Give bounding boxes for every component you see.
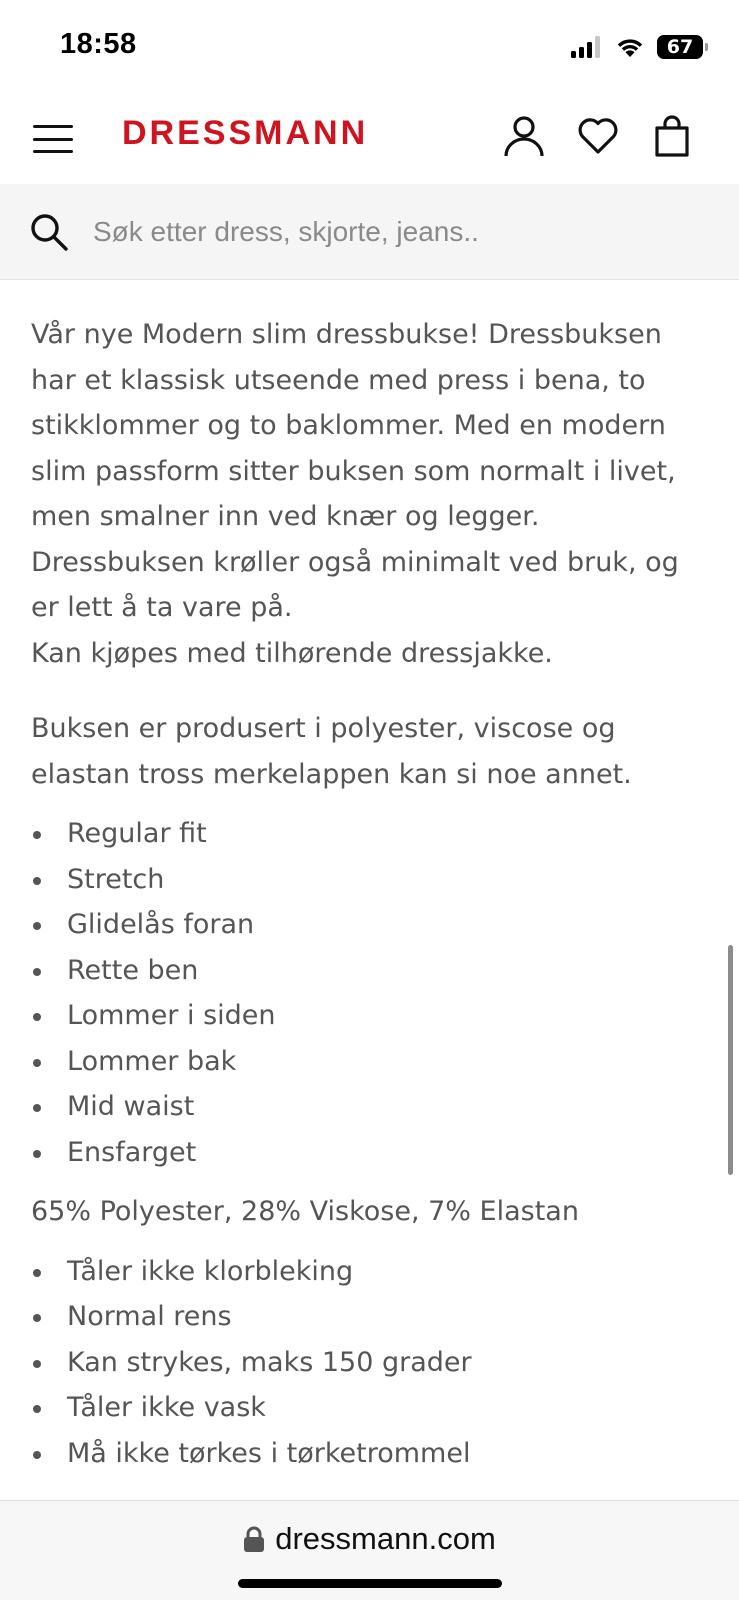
home-indicator[interactable] [238, 1579, 502, 1588]
search-icon[interactable] [29, 212, 69, 252]
description-line: men smalner inn ved knær og legger. [31, 501, 540, 532]
material-line: elastan tross merkelappen kan si noe annet. [31, 758, 632, 790]
description-paragraph [31, 312, 711, 676]
care-list [31, 1249, 711, 1477]
material-line: Buksen er produsert i polyester, viscose og [31, 713, 616, 744]
description-line: stikklommer og to baklommer. Med en modern [31, 410, 666, 441]
material-paragraph [31, 706, 711, 797]
heart-icon[interactable] [574, 112, 622, 160]
cellular-signal-icon [571, 36, 603, 58]
care-item: Tåler ikke klorbleking [31, 1249, 711, 1295]
shopping-bag-icon[interactable] [648, 112, 696, 160]
feature-item: Lommer i siden [31, 993, 711, 1039]
care-item: Kan strykes, maks 150 grader [31, 1340, 711, 1386]
description-line: har et klassisk utseende med press i bena, to [31, 364, 646, 396]
feature-item: Rette ben [31, 948, 711, 994]
description-line: Dressbuksen krøller også minimalt ved bruk, og [31, 546, 679, 578]
description-line: Kan kjøpes med tilhørende dressjakke. [31, 637, 553, 669]
description-line: slim passform sitter buksen som normalt i livet, [31, 455, 676, 487]
battery-level: 67 [666, 36, 694, 58]
page-scrollbar[interactable] [728, 945, 733, 1175]
search-bar [0, 184, 739, 280]
feature-item: Stretch [31, 857, 711, 903]
search-input[interactable] [93, 216, 693, 248]
dressmann-logo[interactable]: DRESSMANN [122, 114, 369, 152]
status-time: 18:58 [60, 28, 137, 60]
account-icon[interactable] [500, 112, 548, 160]
care-item: Normal rens [31, 1294, 711, 1340]
url-text: dressmann.com [275, 1521, 496, 1556]
browser-address-bar [0, 1500, 739, 1600]
wifi-icon [615, 36, 645, 58]
feature-item: Mid waist [31, 1084, 711, 1130]
feature-item: Glidelås foran [31, 902, 711, 948]
feature-item: Ensfarget [31, 1130, 711, 1176]
status-icons [571, 34, 703, 60]
care-item: Må ikke tørkes i tørketrommel [31, 1431, 711, 1477]
lock-icon [243, 1526, 265, 1552]
care-item: Tåler ikke vask [31, 1385, 711, 1431]
description-line: Vår nye Modern slim dressbukse! Dressbuksen [31, 319, 662, 350]
description-line: er lett å ta vare på. [31, 592, 293, 623]
url-display[interactable] [0, 1521, 739, 1557]
feature-list [31, 811, 711, 1175]
material-composition: 65% Polyester, 28% Viskose, 7% Elastan [31, 1196, 579, 1227]
feature-item: Regular fit [31, 811, 711, 857]
feature-item: Lommer bak [31, 1039, 711, 1085]
site-header [0, 94, 739, 184]
hamburger-menu-icon[interactable] [33, 122, 73, 156]
battery-icon [657, 35, 703, 59]
status-bar [0, 0, 739, 94]
product-description [31, 312, 711, 1490]
